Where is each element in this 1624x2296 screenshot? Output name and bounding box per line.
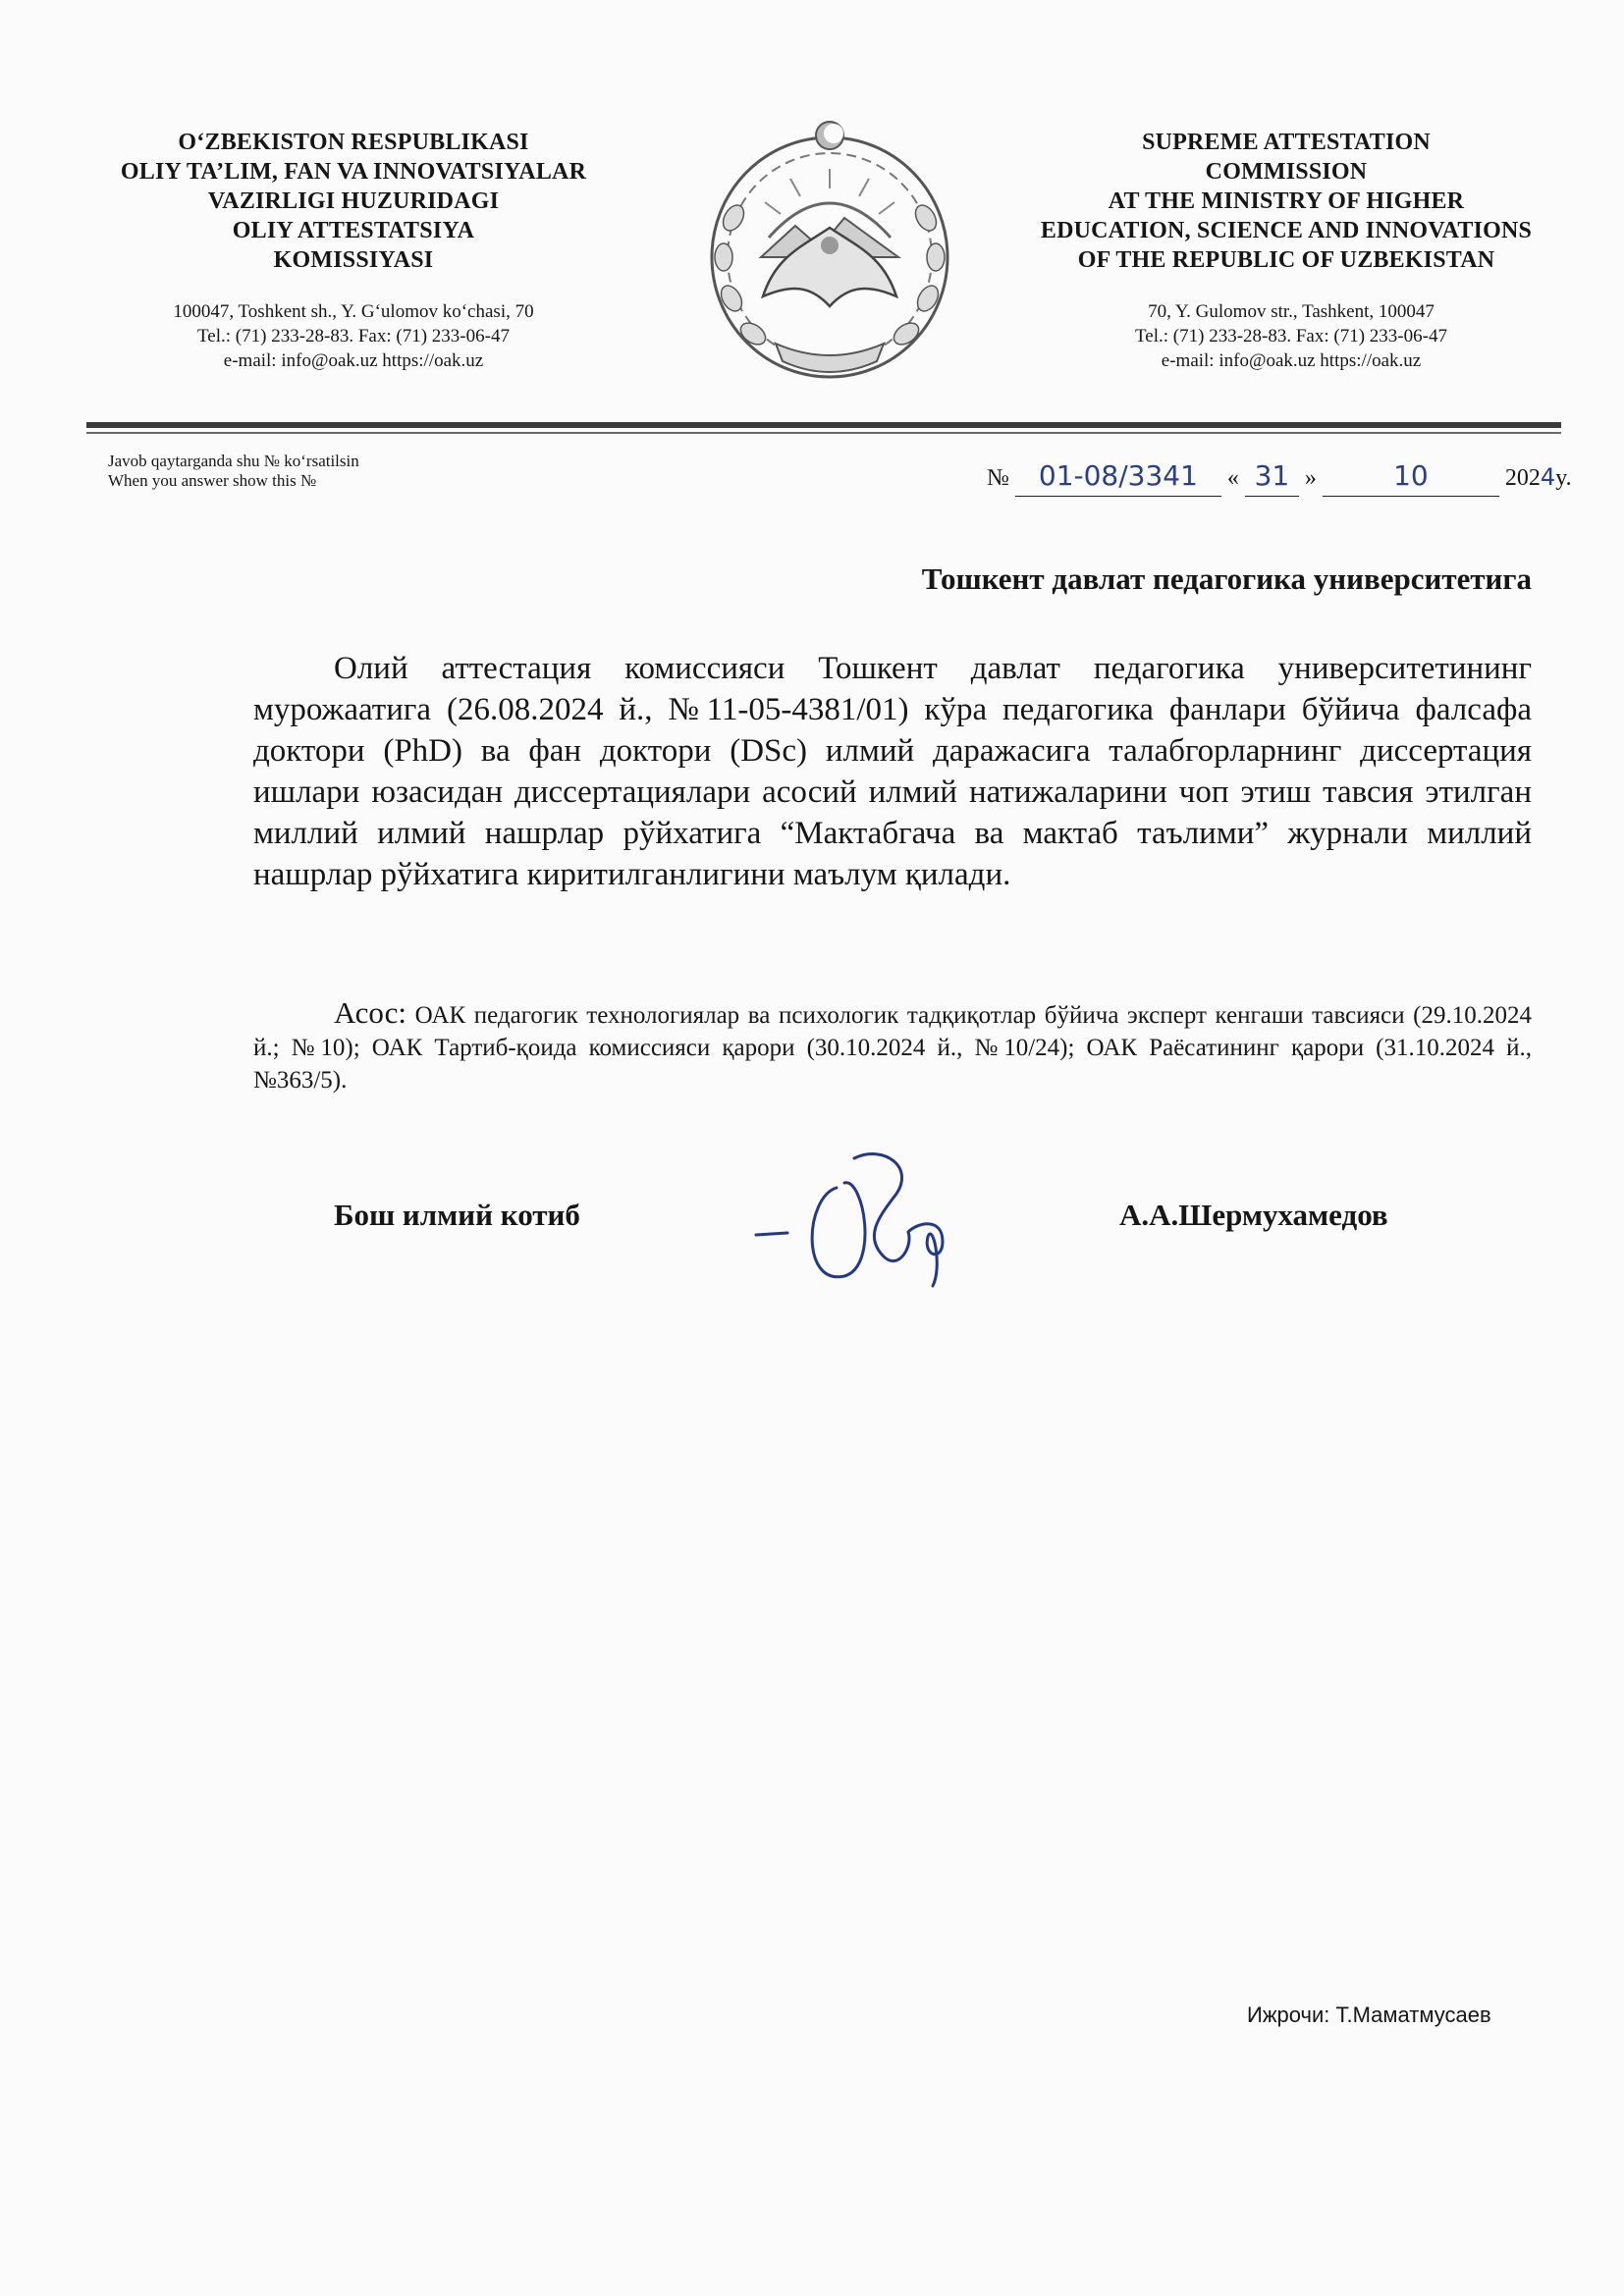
right-header-line: EDUCATION, SCIENCE AND INNOVATIONS — [1040, 218, 1533, 243]
basis-paragraph — [253, 996, 1532, 1096]
executor-note: Ижрочи: Т.Маматмусаев — [1247, 2002, 1491, 2027]
addressee: Тошкент давлат педагогика университетига — [921, 561, 1532, 596]
reply-note-en: When you answer show this № — [108, 471, 317, 490]
body-paragraph — [253, 648, 1532, 895]
state-emblem-icon — [682, 110, 977, 395]
right-header-line: AT THE MINISTRY OF HIGHER — [1108, 188, 1465, 214]
left-org-header — [59, 128, 648, 275]
number-prefix: № — [987, 465, 1009, 491]
body-text: Олий аттестация комиссияси Тошкент давлат педагогика университетининг мурожаатига (26.08.2024 й., №11-05-4381/01) кўра педагогика фанлари бўйича фалсафа доктори (PhD) ва фан доктори (DSc) илмий даражасига талабгорларнинг диссертация ишлари юзасидан диссертациялари асосий илмий натижаларини чоп этиш тавсия этилган миллий илмий нашрлар рўйхатига “Мактабгача ва мактаб таълими” журнали миллий нашрлар рўйхатига киритилганлигини маълум қилади. — [253, 651, 1532, 892]
reply-note-uz: Javob qaytarganda shu № ko‘rsatilsin — [108, 452, 359, 470]
left-address — [59, 299, 648, 373]
reply-note — [108, 452, 599, 491]
right-address-line: Tel.: (71) 233-28-83. Fax: (71) 233-06-47 — [1135, 326, 1447, 347]
reference-day: 31 — [1245, 456, 1299, 497]
reference-month: 10 — [1323, 456, 1499, 497]
right-header-line: SUPREME ATTESTATION — [1142, 130, 1431, 155]
basis-lead: Асос: — [334, 995, 407, 1030]
left-header-line: KOMISSIYASI — [273, 247, 434, 273]
basis-text: ОАК педагогик технологиялар ва психологик тадқиқотлар бўйича эксперт кенгаши тавсияси (29.10.2024 й.; №10); ОАК Тартиб-қоида комиссияси қарори (30.10.2024 й., №10/24); ОАК Раёсатининг қарори (31.10.2024 й., №363/5). — [253, 1002, 1532, 1094]
left-header-line: OLIY ATTESTATSIYA — [232, 218, 475, 243]
right-address — [1051, 299, 1532, 373]
header-divider — [86, 422, 1561, 428]
left-header-line: VAZIRLIGI HUZURIDAGI — [207, 188, 500, 214]
handwritten-signature-icon — [746, 1139, 1001, 1296]
year-prefix: 202 — [1504, 465, 1541, 491]
left-address-line: e-mail: info@oak.uz https://oak.uz — [223, 350, 484, 371]
year-digit: 4 — [1540, 463, 1556, 491]
right-address-line: 70, Y. Gulomov str., Tashkent, 100047 — [1148, 301, 1435, 322]
signatory-title: Бош илмий котиб — [334, 1198, 580, 1232]
header-divider-thin — [86, 432, 1561, 434]
reference-number: 01-08/3341 — [1015, 456, 1221, 497]
right-org-header — [992, 128, 1581, 275]
right-header-line: COMMISSION — [1205, 159, 1368, 185]
close-quote: » — [1304, 465, 1317, 491]
left-address-line: Tel.: (71) 233-28-83. Fax: (71) 233-06-47 — [197, 326, 510, 347]
open-quote: « — [1226, 465, 1239, 491]
left-header-line: OLIY TA’LIM, FAN VA INNOVATSIYALAR — [120, 159, 587, 185]
year-suffix: y. — [1555, 465, 1572, 491]
right-address-line: e-mail: info@oak.uz https://oak.uz — [1161, 350, 1422, 371]
reference-line — [987, 456, 1576, 506]
left-header-line: O‘ZBEKISTON RESPUBLIKASI — [178, 130, 529, 155]
right-header-line: OF THE REPUBLIC OF UZBEKISTAN — [1077, 247, 1495, 273]
signatory-name: А.А.Шермухамедов — [1119, 1198, 1388, 1232]
left-address-line: 100047, Toshkent sh., Y. G‘ulomov ko‘chasi, 70 — [173, 301, 534, 322]
